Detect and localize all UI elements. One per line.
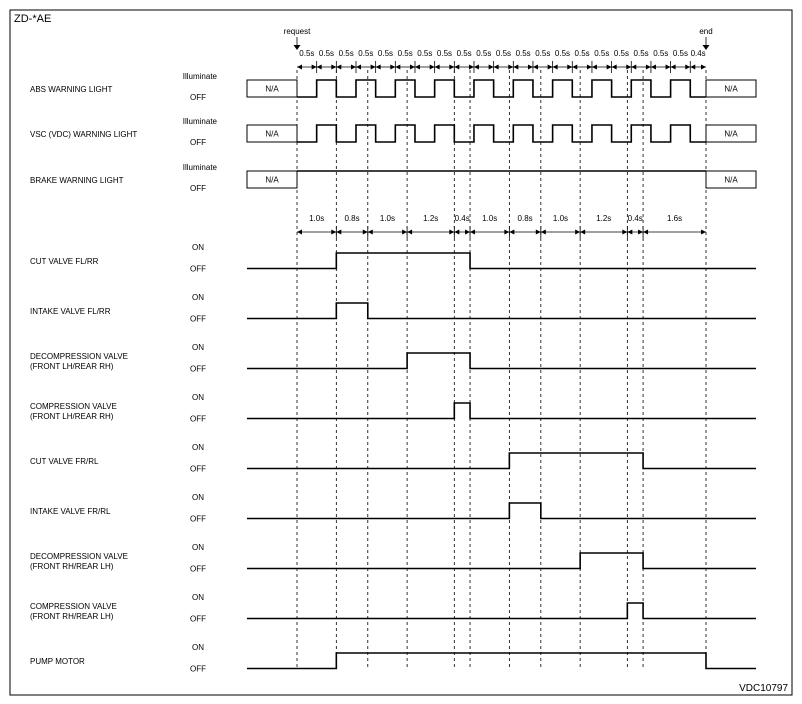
dim-arrowhead [297,230,302,235]
dim-arrowhead [390,65,395,70]
dim-arrowhead [592,65,597,70]
waveform [247,503,756,519]
dim-arrowhead [331,65,336,70]
dim-arrowhead [580,230,585,235]
signal-vsc-warning-light [30,117,756,147]
signal-label-sub: (FRONT RH/REAR LH) [30,561,114,571]
signal-label: CUT VALVE FL/RR [30,256,99,266]
off-state-label: OFF [190,564,206,574]
dim-arrowhead [376,65,381,70]
dim-arrowhead [454,65,459,70]
waveform [247,453,756,469]
off-state-label: OFF [190,614,206,624]
signal-label-sub: (FRONT RH/REAR LH) [30,611,114,621]
dim-arrowhead [508,65,513,70]
on-state-label: ON [192,443,204,452]
signal-label: CUT VALVE FR/RL [30,456,99,466]
signal-label: PUMP MOTOR [30,656,85,666]
off-state-label: OFF [190,314,206,324]
na-box-before-label: N/A [265,129,279,139]
valve-interval-label: 1.6s [666,214,683,223]
dim-arrowhead [430,65,435,70]
waveform [247,303,756,319]
signal-intake-fr-rl [30,493,756,524]
dim-arrowhead [449,230,454,235]
warning-interval-label: 0.4s [690,49,706,58]
warning-interval-label: 0.5s [495,49,512,58]
dim-arrowhead [402,230,407,235]
dim-arrowhead [312,65,317,70]
warning-interval-label: 0.5s [358,49,374,58]
dim-arrowhead [465,230,470,235]
signal-label: VSC (VDC) WARNING LIGHT [30,130,138,139]
warning-interval-label: 0.5s [377,49,394,58]
waveform [297,80,706,97]
waveform [297,125,706,142]
dim-arrowhead [336,65,341,70]
illuminate-state-label: Illuminate [182,72,217,81]
off-state-label: OFF [190,664,206,674]
off-state-label: OFF [190,414,206,424]
dim-arrowhead [494,65,499,70]
na-box-before-label: N/A [265,175,279,185]
warning-interval-label: 0.5s [476,49,492,58]
dim-arrowhead [666,65,671,70]
dim-arrowhead [612,65,617,70]
signal-cut-fr-rl [30,443,756,474]
dim-arrowhead [331,230,336,235]
na-box-after-label: N/A [724,129,738,139]
valve-interval-label: 1.0s [482,214,498,223]
valve-interval-label: 1.0s [552,214,569,223]
valve-interval-label: 0.8s [517,214,533,223]
dim-arrowhead [297,65,302,70]
on-state-label: ON [192,493,204,502]
signal-decomp-front-rh-rear-lh [30,543,756,574]
dim-arrowhead [701,230,706,235]
signal-label: INTAKE VALVE FL/RR [30,306,111,316]
on-state-label: ON [192,393,204,402]
signal-cut-fl-rr [30,243,756,274]
dim-arrowhead [317,65,322,70]
signal-comp-front-lh-rear-rh [30,393,756,424]
dim-arrowhead [407,230,412,235]
signal-label: DECOMPRESSION VALVE [30,351,128,361]
valve-signals [30,243,756,674]
signal-decomp-front-lh-rear-rh [30,343,756,374]
signal-brake-warning-light [30,163,756,193]
warning-interval-label: 0.5s [417,49,433,58]
warning-interval-label: 0.5s [397,49,413,58]
warning-interval-label: 0.5s [633,49,649,58]
na-box-after-label: N/A [724,175,738,185]
off-state-label: OFF [190,514,206,524]
warning-interval-label: 0.5s [515,49,531,58]
valve-interval-label: 0.8s [344,214,360,223]
signal-abs-warning-light [30,72,756,102]
request-marker-label: request [283,27,311,36]
valve-timing-dimensions [297,214,706,238]
dim-arrowhead [415,65,420,70]
off-state-label: OFF [190,364,206,374]
dim-arrowhead [572,65,577,70]
dim-arrowhead [509,230,514,235]
dim-arrowhead [638,230,643,235]
dim-arrowhead [435,65,440,70]
waveform [247,253,756,269]
dim-arrowhead [449,65,454,70]
waveform [247,403,756,419]
guide-lines [297,70,706,670]
signal-label: COMPRESSION VALVE [30,401,117,411]
warning-light-signals [30,72,756,193]
diagram-title: ZD-*AE [14,13,52,25]
dim-arrowhead [701,65,706,70]
dim-arrowhead [567,65,572,70]
off-state-label: OFF [190,464,206,474]
valve-interval-label: 1.2s [423,214,439,223]
off-state-label: OFF [190,138,206,147]
dim-arrowhead [631,65,636,70]
signal-pump-motor [30,643,756,674]
dim-arrowhead [622,230,627,235]
dim-arrowhead [489,65,494,70]
illuminate-state-label: Illuminate [182,117,217,126]
valve-interval-label: 1.2s [596,214,612,223]
signal-label: DECOMPRESSION VALVE [30,551,128,561]
dim-arrowhead [351,65,356,70]
warning-interval-label: 0.5s [574,49,590,58]
signal-comp-front-rh-rear-lh [30,593,756,624]
dim-arrowhead [536,230,541,235]
on-state-label: ON [192,293,204,302]
dim-arrowhead [371,65,376,70]
warning-interval-label: 0.5s [456,49,472,58]
dim-arrowhead [336,230,341,235]
on-state-label: ON [192,243,204,252]
signal-intake-fl-rr [30,293,756,324]
na-box-before-label: N/A [265,84,279,94]
dim-arrowhead [553,65,558,70]
dim-arrowhead [541,230,546,235]
warning-interval-label: 0.5s [653,49,669,58]
waveform [247,653,756,669]
valve-interval-label: 0.4s [454,214,470,223]
signal-label: BRAKE WARNING LIGHT [30,176,124,185]
valve-interval-label: 0.4s [627,214,643,223]
warning-interval-label: 0.5s [554,49,571,58]
dim-arrowhead [643,230,648,235]
signal-label-sub: (FRONT LH/REAR RH) [30,361,114,371]
warning-interval-label: 0.5s [436,49,453,58]
dim-arrowhead [513,65,518,70]
dim-arrowhead [671,65,676,70]
warning-interval-label: 0.5s [594,49,610,58]
warning-interval-label: 0.5s [299,49,315,58]
signal-label: ABS WARNING LIGHT [30,85,113,94]
dim-arrowhead [395,65,400,70]
warning-interval-label: 0.5s [318,49,335,58]
dim-arrowhead [363,230,368,235]
dim-arrowhead [469,65,474,70]
warning-timing-dimensions [297,49,706,73]
signal-label: COMPRESSION VALVE [30,601,117,611]
warning-interval-label: 0.5s [672,49,688,58]
dim-arrowhead [690,65,695,70]
dim-arrowhead [470,230,475,235]
dim-arrowhead [528,65,533,70]
warning-interval-label: 0.5s [535,49,551,58]
warning-interval-label: 0.5s [338,49,354,58]
signal-label-sub: (FRONT LH/REAR RH) [30,411,114,421]
dim-arrowhead [575,230,580,235]
dim-arrowhead [454,230,459,235]
dim-arrowhead [627,230,632,235]
dim-arrowhead [533,65,538,70]
dim-arrowhead [474,65,479,70]
off-state-label: OFF [190,93,206,102]
dim-arrowhead [410,65,415,70]
on-state-label: ON [192,343,204,352]
warning-interval-label: 0.5s [613,49,630,58]
waveform [247,553,756,569]
signal-label: INTAKE VALVE FR/RL [30,506,111,516]
dim-arrowhead [685,65,690,70]
on-state-label: ON [192,543,204,552]
dim-arrowhead [607,65,612,70]
na-box-after-label: N/A [724,84,738,94]
dim-arrowhead [356,65,361,70]
diagram-code: VDC10797 [739,683,788,694]
dim-arrowhead [626,65,631,70]
dim-arrowhead [646,65,651,70]
on-state-label: ON [192,593,204,602]
waveform [247,353,756,369]
valve-interval-label: 1.0s [309,214,325,223]
dim-arrowhead [504,230,509,235]
end-marker-label: end [699,27,713,36]
off-state-label: OFF [190,184,206,193]
dim-arrowhead [368,230,373,235]
dim-arrowhead [548,65,553,70]
off-state-label: OFF [190,264,206,274]
waveform [247,603,756,619]
on-state-label: ON [192,643,204,652]
illuminate-state-label: Illuminate [182,163,217,172]
dim-arrowhead [587,65,592,70]
dim-arrowhead [651,65,656,70]
valve-interval-label: 1.0s [379,214,396,223]
